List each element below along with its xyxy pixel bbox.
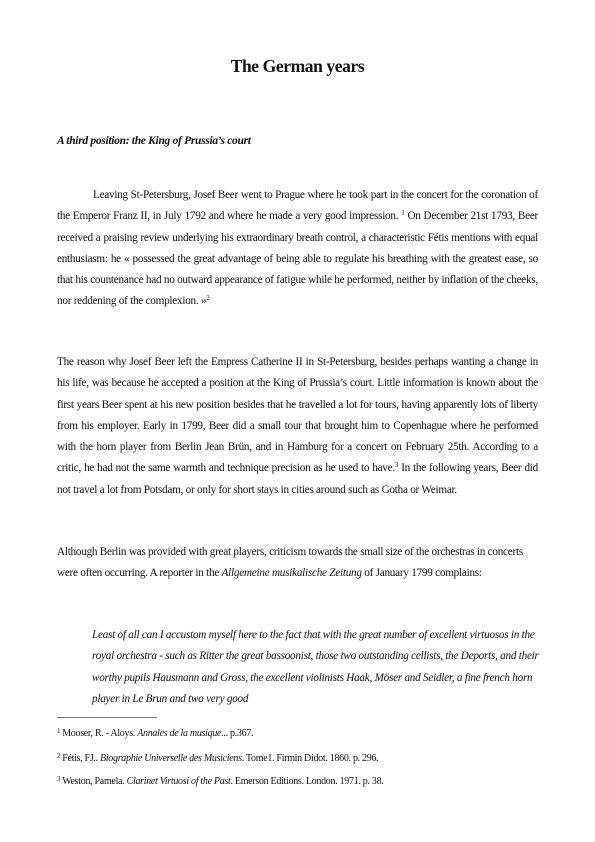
footnote-ref-1[interactable]: 1 [401,209,405,218]
paragraph-1-text-a: Leaving St-Petersburg, Josef Beer went to Prague where he took part in the concert for the coronation of the Emperor Franz II, in July 1792 and where he made a very good impression. [57,189,538,223]
page-title: The German years [230,56,365,76]
section-heading: A third position: the King of Prussia’s court [57,135,251,147]
footnote-author: Fétis, FJ.. [62,753,101,764]
footnote-3 [57,775,384,787]
footnote-number: 2 [57,752,61,760]
footnote-details: ... p.367. [221,728,254,739]
footnote-work: Annales de la musique [137,728,222,739]
paragraph-3-text-b: of January 1799 complains: [361,567,482,580]
footnote-ref-2[interactable]: 2 [206,294,210,303]
footnote-separator [57,717,157,718]
paragraph-3 [57,542,527,585]
journal-title: Allgemeine musikalische Zeitung [221,567,362,580]
paragraph-2 [57,352,538,501]
footnote-1 [57,727,253,739]
block-quote: Least of all can I accustom myself here to the fact that with the great number of excellent virtuosos in the royal orchestra - such as Ritter the great bassoonist, those two outstanding cellists, the Deports, and their worthy pupils Hausmann and Gross, the excellent violinists Haak, Möser and Seidler, a fine french horn player in Le Brun and two very good [92,629,539,705]
footnote-work: Clarinet Virtuosi of the Past [126,776,231,787]
paragraph-3-text-a: Although Berlin was provided with great players, criticism towards the small size of the orchestras in concerts were often occurring. A reporter in the [57,546,523,580]
footnote-details: . Tome1. Firmin Didot. 1860. p. 296. [241,753,379,764]
footnote-author: Weston, Pamela. [62,776,127,787]
footnote-details: . Emerson Editions. London. 1971. p. 38. [230,776,384,787]
paragraph-2-text-a: The reason why Josef Beer left the Empress Catherine II in St-Petersburg, besides perhaps wanting a change in his life, was because he accepted a position at the King of Prussia’s court. Little information is known about the first years Beer spent at his new position besides that he travelled a lot for tours, having apparently lots of liberty from his employer. Early in 1799, Beer did a small tour that brought him to Copenhague where he performed with the horn player from Berlin Jean Brün, and in Hamburg for a concert on February 25th. According to a critic, he had not the same warmth and technique precision as he used to have. [57,356,538,475]
footnote-ref-3[interactable]: 3 [394,461,399,470]
paragraph-2-text-b: In the following years, Beer did not travel a lot from Potsdam, or only for short stays in cities around such as Gotha or Weimar. [57,462,538,496]
paragraph-1-text-b: On December 21st 1793, Beer received a praising review underlying his extraordinary breath control, a characteristic Fétis mentions with equal enthusiasm: he « possessed the great advantage of being able to regulate his breathing with the greatest ease, so that his countenance had no outward appearance of fatigue while he performed, neither by inflation of the cheeks, nor reddening of the complexion. » [57,210,539,308]
footnote-number: 1 [57,727,61,735]
footnote-work: Biographie Universelle des Musiciens [100,753,242,764]
paragraph-1 [57,185,538,313]
footnote-2 [57,752,378,764]
footnote-number: 3 [57,775,61,783]
footnote-author: Mooser, R. - Aloys. [62,728,138,739]
